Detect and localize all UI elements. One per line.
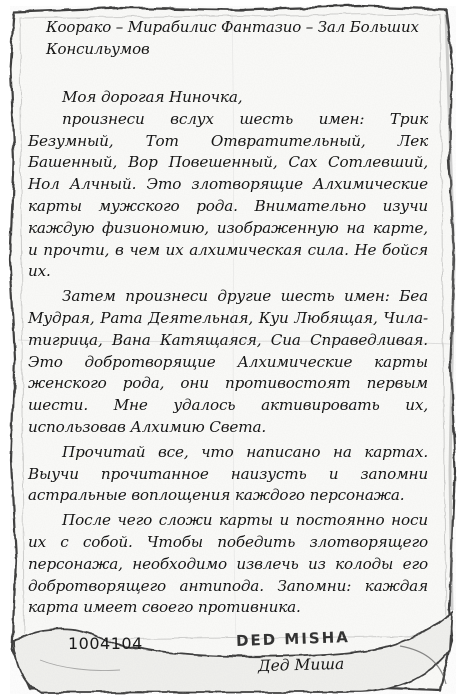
letter-heading: Коорако – Мирабилис Фантазио – Зал Больших Консильумов [46, 18, 419, 58]
letter-body [28, 16, 428, 619]
letter-paragraph-2: Затем произнеси другие шесть имен: Беа Мудрая, Рата Деятельная, Куи Любящая, Чила-тигрица, Вана Катящаяся, Сиа Справедливая. Это добротворящие Алхимические карты женского рода, они противостоят первым шести. Мне удалось активировать их, использовав Алхимию Света. [28, 287, 428, 436]
letter-paragraph-4: После чего сложи карты и постоянно носи их с собой. Чтобы победить злотворящего персонажа, необходимо извлечь из колоды его добротворящего антипода. Запомни: каждая карта имеет своего противника. [28, 511, 428, 617]
letter-paragraph-3: Прочитай все, что написано на картах. Выучи прочитанное наизусть и запомни астральные воплощения каждого персонажа. [28, 442, 428, 505]
letter-signature: Дед Миша [257, 654, 345, 676]
signature-stamp: DED MISHA [235, 628, 351, 650]
letter-paragraph-1: произнеси вслух шесть имен: Трик Безумный, Тот Отвратительный, Лек Башенный, Вор Повешенный, Сах Сотлевший, Нол Алчный. Это злотворящие Алхимические карты мужского рода. Внимательно изучи каждую физиономию, изображенную на карте, и прочти, в чем их алхимическая сила. Не бойся их. [28, 109, 428, 281]
letter-greeting: Моя дорогая Ниночка, [62, 88, 243, 106]
letter-code-number: 1004104 [68, 634, 143, 653]
